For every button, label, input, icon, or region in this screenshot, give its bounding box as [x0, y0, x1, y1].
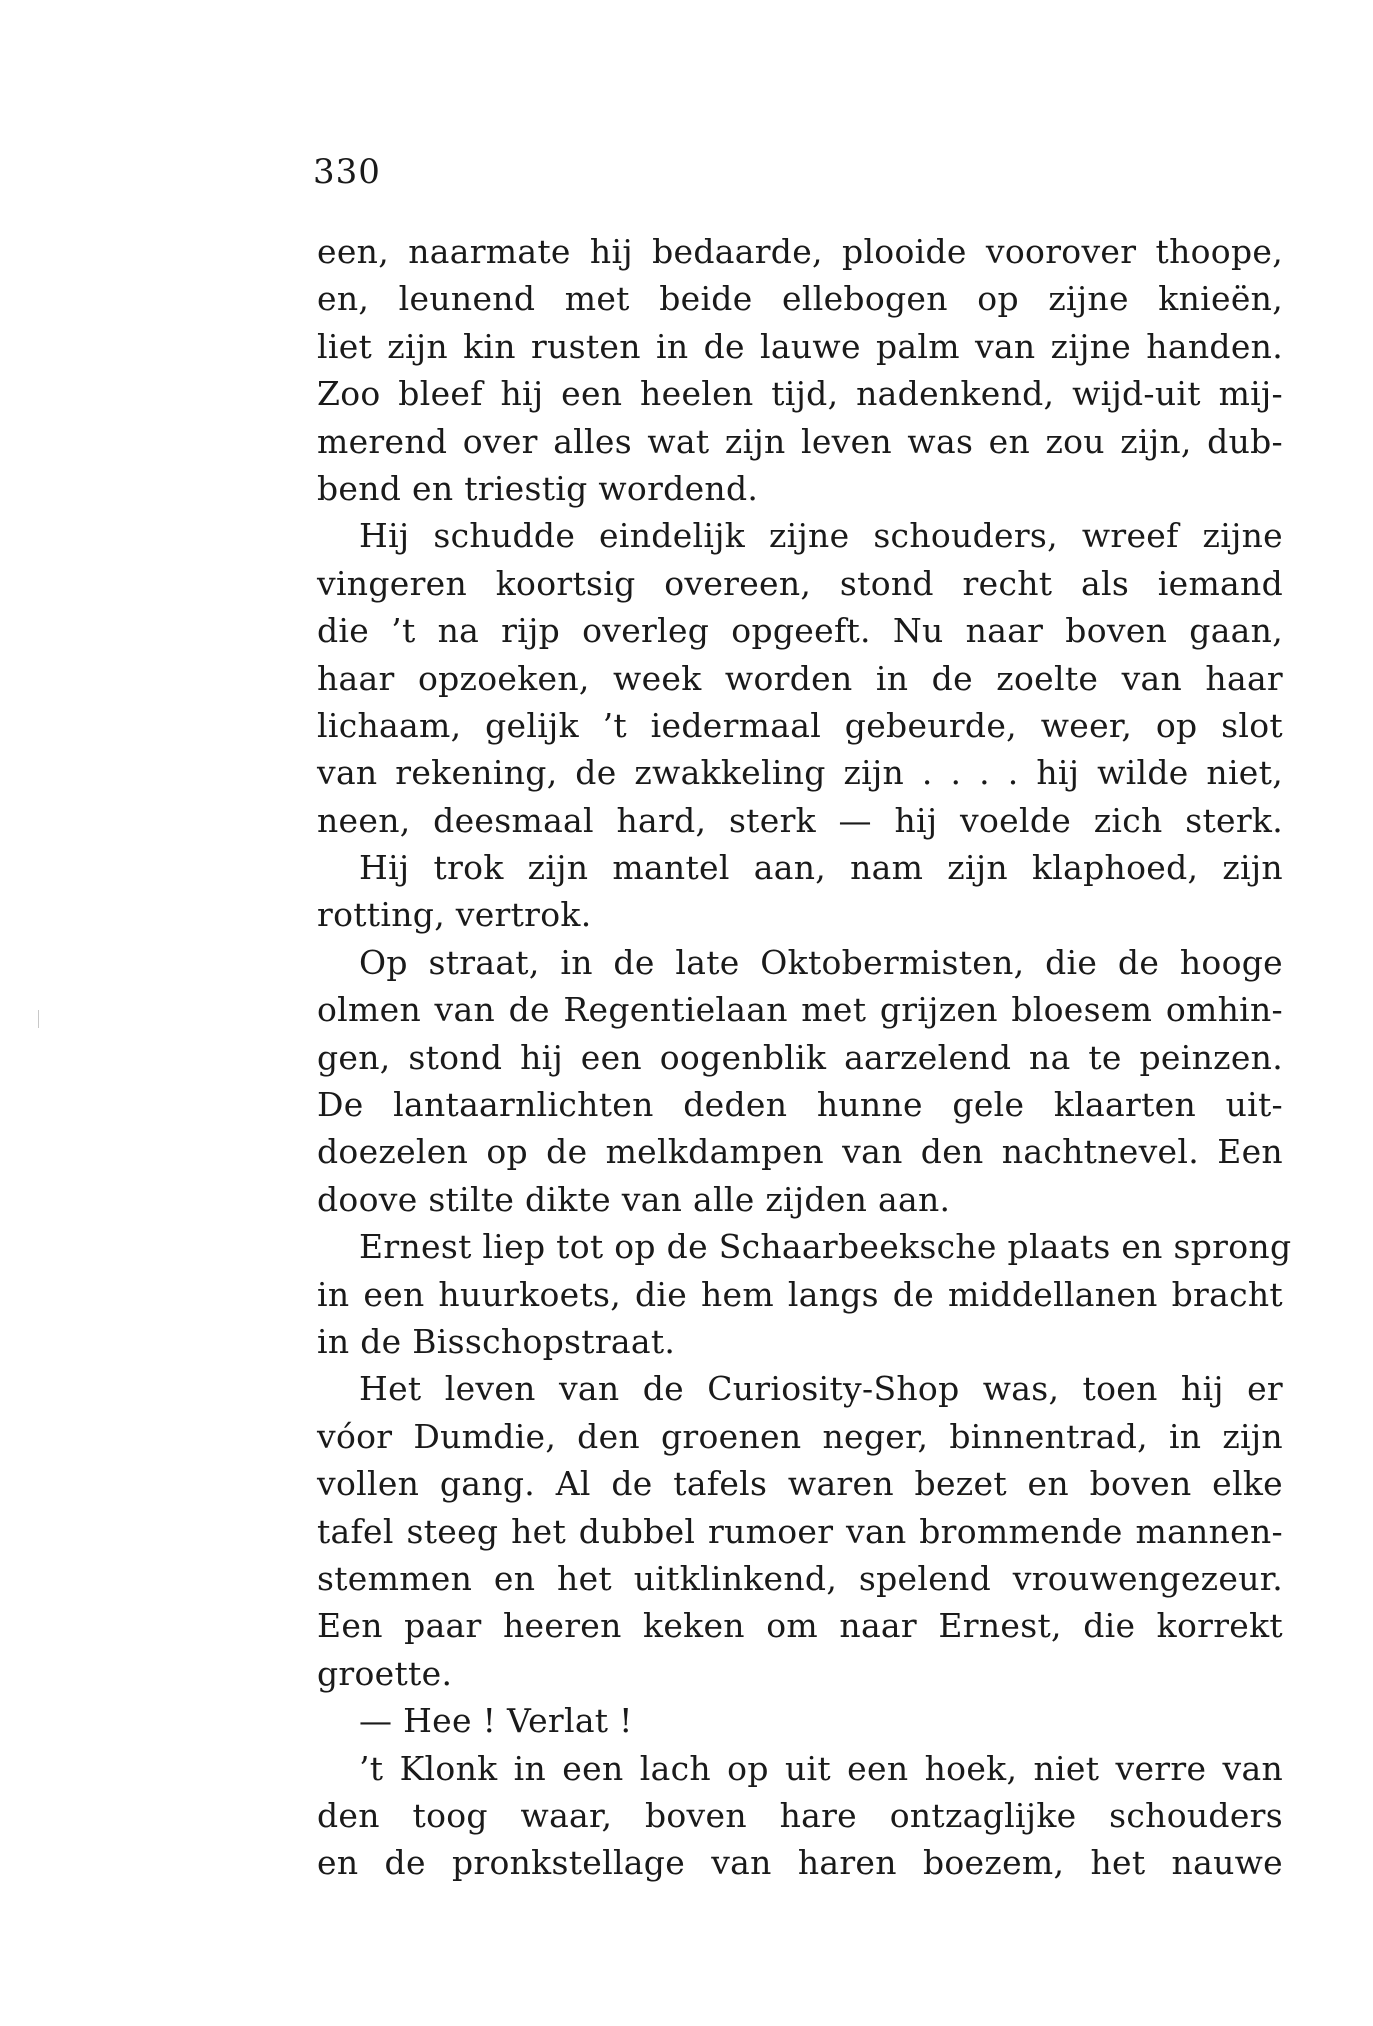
text-line: Ernest liep tot op de Schaarbeeksche plaats en sprong	[359, 1227, 1292, 1267]
text-line: doove stilte dikte van alle zijden aan.	[317, 1179, 951, 1219]
text-line: groette.	[317, 1653, 453, 1693]
page-number: 330	[313, 152, 381, 192]
text-line: Een paar heeren keken om naar Ernest, die korrekt	[317, 1606, 1283, 1646]
text-line: De lantaarnlichten deden hunne gele klaarten uit-	[317, 1085, 1283, 1125]
text-line: en, leunend met beide ellebogen op zijne knieën,	[317, 279, 1283, 319]
text-line: olmen van de Regentielaan met grijzen bloesem omhin-	[317, 990, 1283, 1030]
text-line: in een huurkoets, die hem langs de middellanen bracht	[317, 1274, 1283, 1314]
text-line: merend over alles wat zijn leven was en zou zijn, dub-	[317, 421, 1283, 461]
text-line: die ’t na rijp overleg opgeeft. Nu naar boven gaan,	[317, 611, 1283, 651]
text-line: tafel steeg het dubbel rumoer van brommende mannen-	[317, 1511, 1283, 1551]
text-line: Hij trok zijn mantel aan, nam zijn klaphoed, zijn	[359, 848, 1283, 888]
text-line: vóor Dumdie, den groenen neger, binnentrad, in zijn	[317, 1416, 1283, 1456]
text-line: — Hee ! Verlat !	[359, 1701, 633, 1741]
body-text	[317, 228, 1292, 1887]
margin-mark	[38, 1010, 39, 1028]
text-line: een, naarmate hij bedaarde, plooide voorover thoope,	[317, 232, 1283, 271]
text-line: Zoo bleef hij een heelen tijd, nadenkend, wijd-uit mij-	[317, 374, 1283, 414]
text-line: neen, deesmaal hard, sterk — hij voelde zich sterk.	[317, 800, 1283, 840]
text-line: bend en triestig wordend.	[317, 468, 759, 508]
text-line: stemmen en het uitklinkend, spelend vrouwengezeur.	[317, 1558, 1283, 1598]
text-line: Hij schudde eindelijk zijne schouders, wreef zijne	[359, 516, 1283, 556]
text-line: van rekening, de zwakkeling zijn . . . . hij wilde niet,	[317, 753, 1283, 793]
text-line: liet zijn kin rusten in de lauwe palm van zijne handen.	[317, 326, 1283, 366]
text-line: Op straat, in de late Oktobermisten, die de hooge	[359, 942, 1283, 982]
text-line: lichaam, gelijk ’t iedermaal gebeurde, weer, op slot	[317, 705, 1283, 745]
text-line: en de pronkstellage van haren boezem, het nauwe	[317, 1843, 1283, 1883]
text-line: gen, stond hij een oogenblik aarzelend na te peinzen.	[317, 1037, 1283, 1077]
text-line: rotting, vertrok.	[317, 895, 592, 935]
text-line: in de Bisschopstraat.	[317, 1321, 676, 1361]
text-line: Het leven van de Curiosity-Shop was, toen hij er	[359, 1369, 1283, 1409]
text-line: ’t Klonk in een lach op uit een hoek, niet verre van	[359, 1748, 1283, 1788]
text-line: haar opzoeken, week worden in de zoelte van haar	[317, 658, 1283, 698]
text-line: den toog waar, boven hare ontzaglijke schouders	[317, 1795, 1283, 1835]
text-line: vollen gang. Al de tafels waren bezet en boven elke	[317, 1464, 1283, 1504]
text-line: vingeren koortsig overeen, stond recht als iemand	[317, 563, 1283, 603]
text-line: doezelen op de melkdampen van den nachtnevel. Een	[317, 1132, 1283, 1172]
